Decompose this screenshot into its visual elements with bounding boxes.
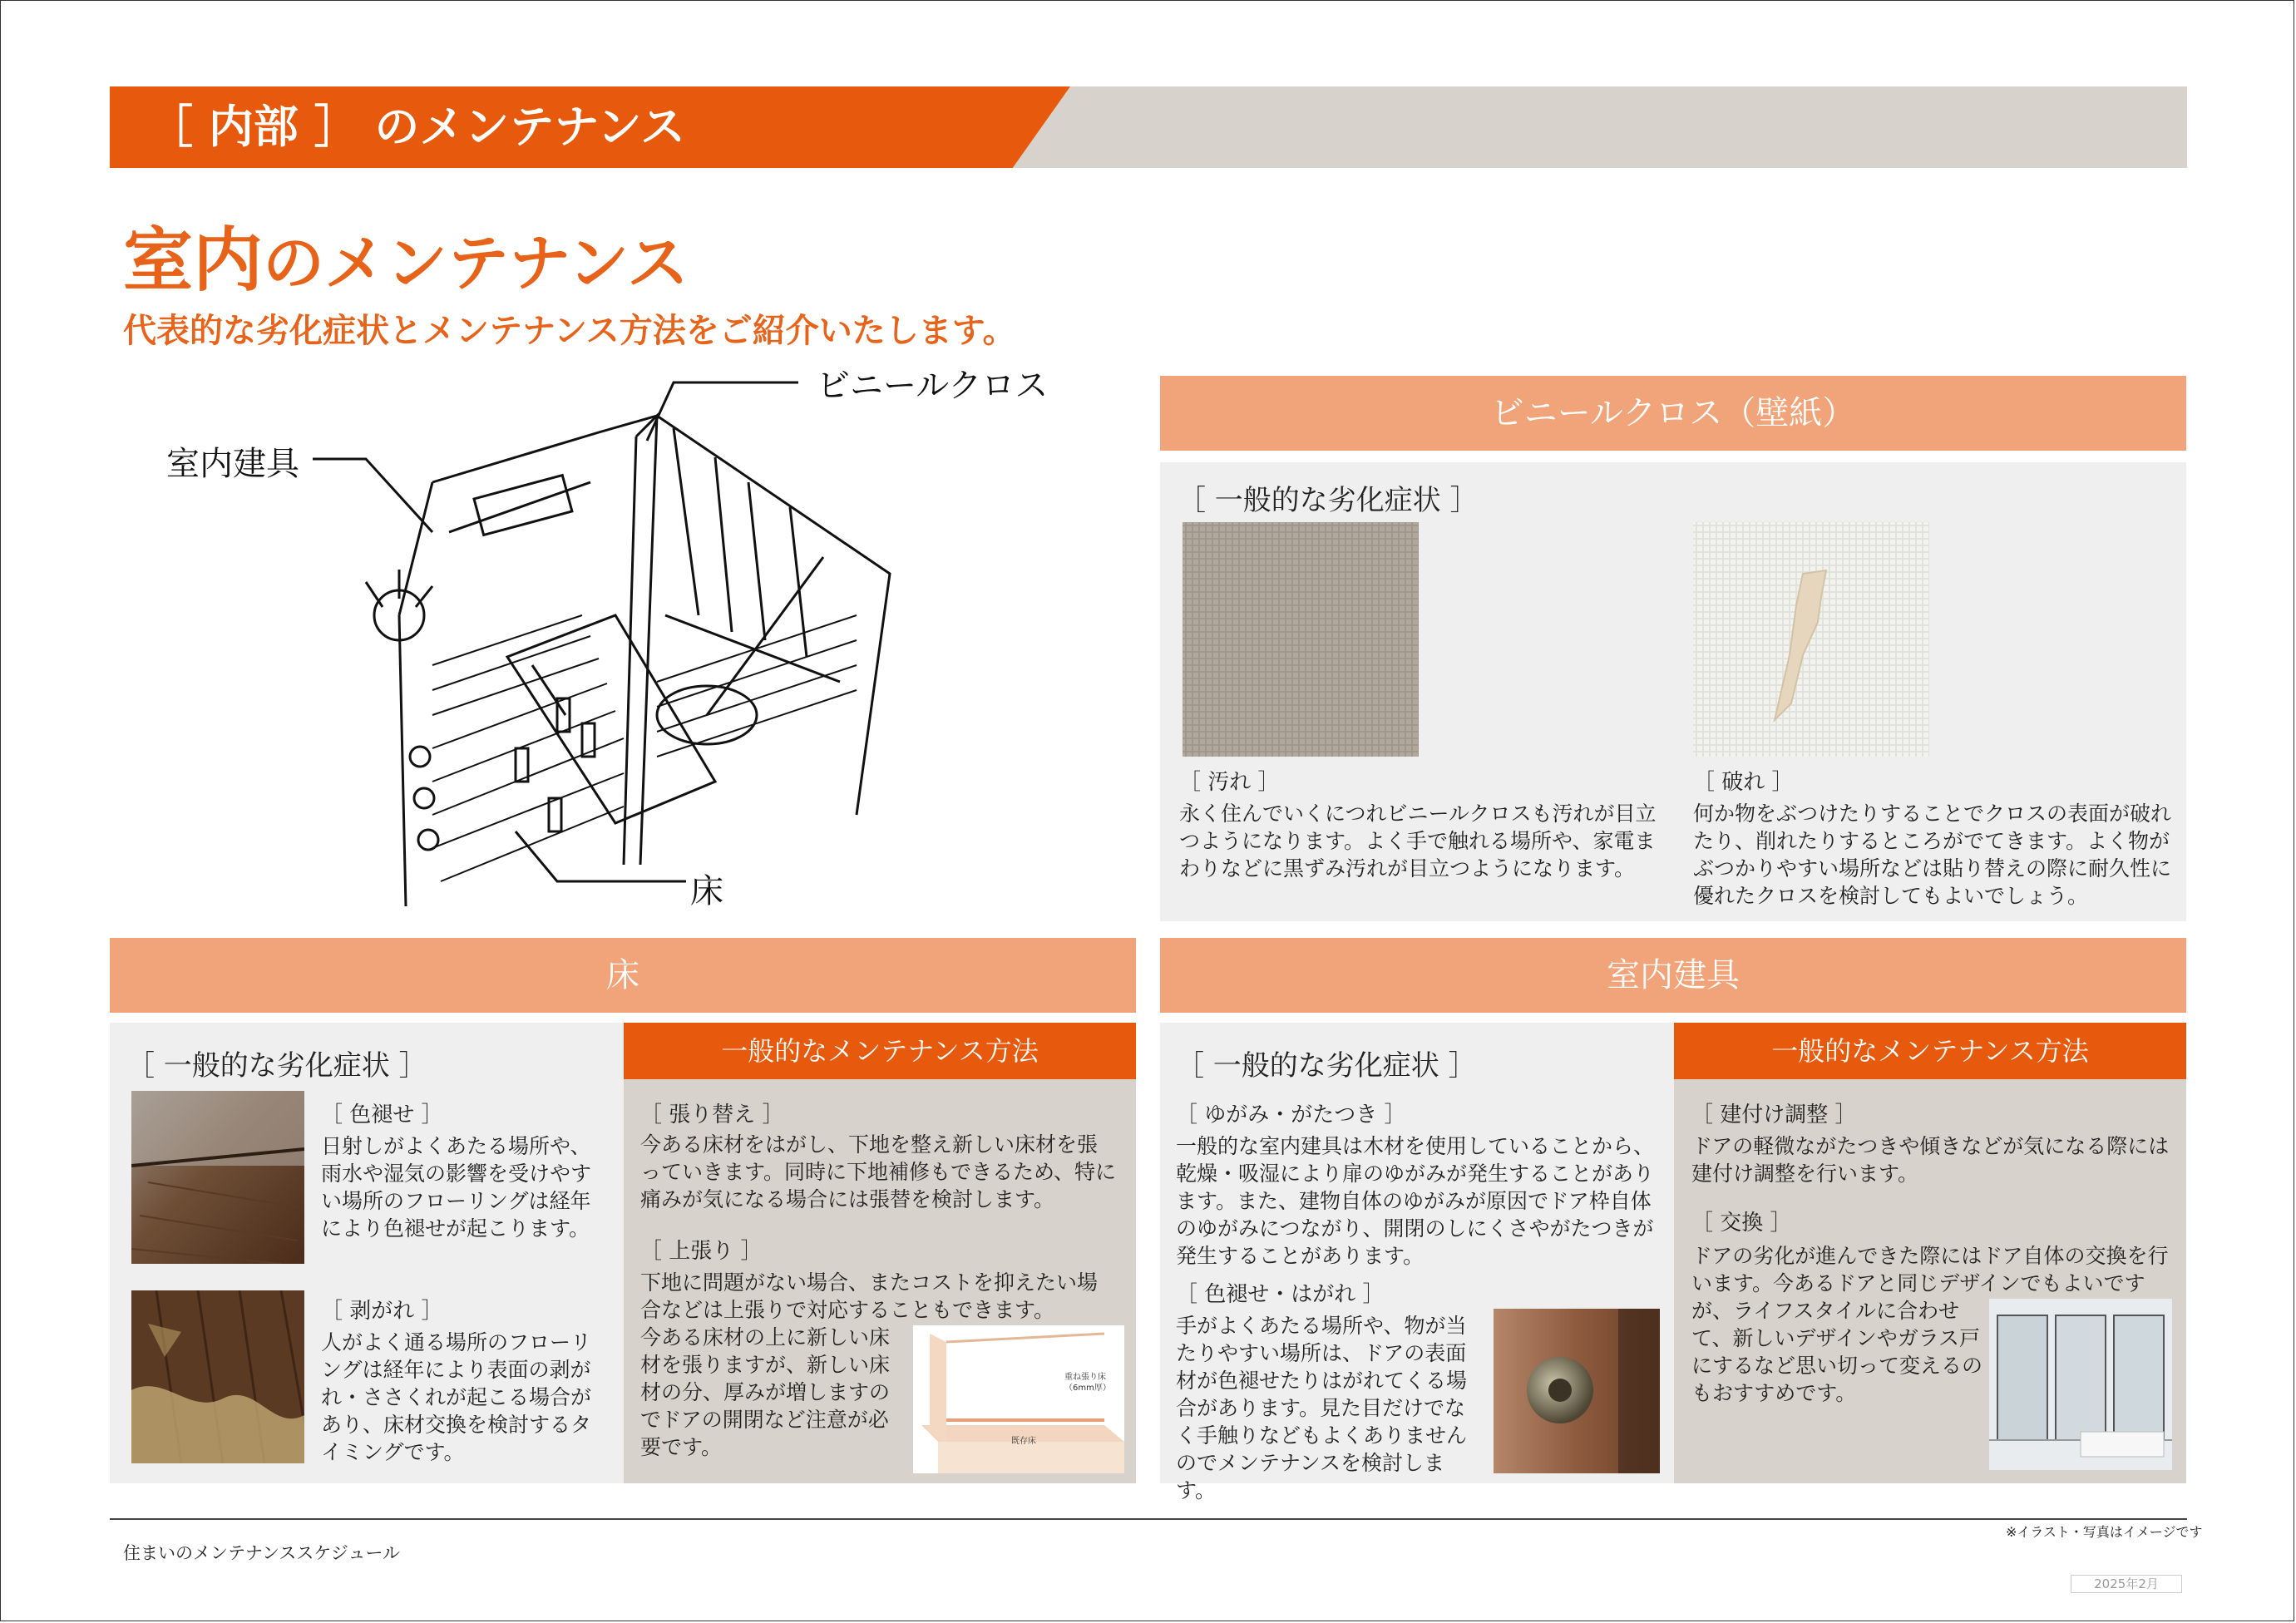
fittings-method2-text2: が、ライフスタイルに合わせて、新しいデザインやガラス戸にするなど思い切って変えるのもおすすめです。 xyxy=(1691,1299,1983,1405)
photo-peeling-floor xyxy=(131,1290,304,1463)
overlay-floor-diagram xyxy=(913,1325,1124,1473)
page-subtitle: 代表的な劣化症状とメンテナンス方法をご紹介いたします。 xyxy=(123,312,1016,350)
floor-item2-label: ［ 剥がれ ］ xyxy=(321,1299,443,1324)
photo-stained-wallpaper xyxy=(1183,522,1419,757)
cloth-item2-label: ［ 破れ ］ xyxy=(1693,770,1794,795)
section-title-fittings: 室内建具 xyxy=(1160,938,2186,1013)
fittings-method1-label: ［ 建付け調整 ］ xyxy=(1691,1103,1857,1127)
footer-image-note: ※イラスト・写真はイメージです xyxy=(2006,1524,2203,1540)
cloth-symptoms-heading: ［ 一般的な劣化症状 ］ xyxy=(1178,484,1479,517)
section-title-cloth: ビニールクロス（壁紙） xyxy=(1160,376,2186,451)
footer-title: 住まいのメンテナンススケジュール xyxy=(123,1543,401,1563)
floor-item2-text: 人がよく通る場所のフローリングは経年により表面の剥がれ・ささくれが起こる場合があり、床材交換を検討するタイミングです。 xyxy=(321,1330,592,1464)
photo-faded-floor xyxy=(131,1091,304,1264)
fittings-item1-label: ［ ゆがみ・がたつき ］ xyxy=(1176,1103,1406,1127)
floor-item1-text: 日射しがよくあたる場所や、雨水や湿気の影響を受けやすい場所のフローリングは経年により色褪せが起こります。 xyxy=(321,1134,592,1241)
overlay-diagram-drawing xyxy=(913,1325,1124,1473)
fittings-method2-text1: ドアの劣化が進んできた際にはドア自体の交換を行います。今あるドアと同じデザインでもよいです xyxy=(1691,1244,2169,1295)
floor-method2-text2: 今ある床材の上に新しい床材を張りますが、新しい床材の分、厚みが増しますのでドアの開閉など注意が必要です。 xyxy=(640,1325,891,1459)
cloth-item1-text: 永く住んでいくにつれビニールクロスも汚れが目立つようになります。よく手で触れる場所や、家電まわりなどに黒ずみ汚れが目立つようになります。 xyxy=(1179,802,1657,881)
label-vinyl-cloth: ビニールクロス xyxy=(817,367,1049,405)
photo-door-knob xyxy=(1494,1309,1660,1473)
label-floor: 床 xyxy=(690,872,723,910)
floor-method2-text1: 下地に問題がない場合、またコストを抑えたい場合などは上張りで対応することもできます。 xyxy=(640,1270,1099,1322)
photo-glass-door-room xyxy=(1989,1299,2172,1470)
floor-method-title: 一般的なメンテナンス方法 xyxy=(624,1023,1136,1079)
floor-method1-label: ［ 張り替え ］ xyxy=(640,1103,784,1127)
page-title xyxy=(123,205,689,305)
fittings-method2-label: ［ 交換 ］ xyxy=(1691,1211,1792,1236)
leader-fittings xyxy=(313,459,432,532)
fittings-symptoms-heading: ［ 一般的な劣化症状 ］ xyxy=(1176,1049,1477,1083)
cloth-item1-label: ［ 汚れ ］ xyxy=(1179,770,1280,795)
fittings-method-title: 一般的なメンテナンス方法 xyxy=(1674,1023,2186,1079)
room-illustration xyxy=(308,366,906,915)
overlay-label-new-floor: 重ね張り床（6mm厚） xyxy=(1064,1373,1111,1393)
footer-divider xyxy=(110,1518,2187,1520)
header-title: ［ 内部 ］ のメンテナンス xyxy=(148,101,686,153)
page-title-rest: のメンテナンス xyxy=(263,228,689,299)
leader-floor xyxy=(516,831,686,881)
floor-symptoms-heading: ［ 一般的な劣化症状 ］ xyxy=(126,1049,427,1083)
label-interior-fittings: 室内建具 xyxy=(166,445,299,483)
leader-cloth xyxy=(647,382,798,441)
fittings-method1-text: ドアの軽微ながたつきや傾きなどが気になる際には建付け調整を行います。 xyxy=(1691,1134,2170,1186)
footer-date: 2025年2月 xyxy=(2071,1575,2182,1593)
floor-item1-label: ［ 色褪せ ］ xyxy=(321,1103,443,1127)
fittings-item2-label: ［ 色褪せ・はがれ ］ xyxy=(1176,1282,1385,1307)
fittings-item2-text: 手がよくあたる場所や、物が当たりやすい場所は、ドアの表面材が色褪せたりはがれてくる場合があります。見た目だけでなく手触りなどもよくありませんのでメンテナンスを検討します。 xyxy=(1176,1314,1468,1502)
overlay-label-existing-floor: 既存床 xyxy=(1011,1437,1036,1446)
page-title-strong: 室内 xyxy=(123,220,264,301)
fittings-item1-text: 一般的な室内建具は木材を使用していることから、乾燥・吸湿により扉のゆがみが発生することがあります。また、建物自体のゆがみが原因でドア枠自体のゆがみにつながり、開閉のしにくさやがたつきが発生することがあります。 xyxy=(1176,1134,1655,1268)
section-title-floor: 床 xyxy=(110,938,1136,1013)
floor-method1-text: 今ある床材をはがし、下地を整え新しい床材を張っていきます。同時に下地補修もできるため、特に痛みが気になる場合には張替を検討します。 xyxy=(640,1132,1117,1211)
photo-torn-wallpaper xyxy=(1693,522,1929,757)
floor-method2-label: ［ 上張り ］ xyxy=(640,1239,763,1264)
cloth-item2-text: 何か物をぶつけたりすることでクロスの表面が破れたり、削れたりするところがでてきます。よく物がぶつかりやすい場所などは貼り替えの際に耐久性に優れたクロスを検討してもよいでしょう。 xyxy=(1693,802,2172,908)
